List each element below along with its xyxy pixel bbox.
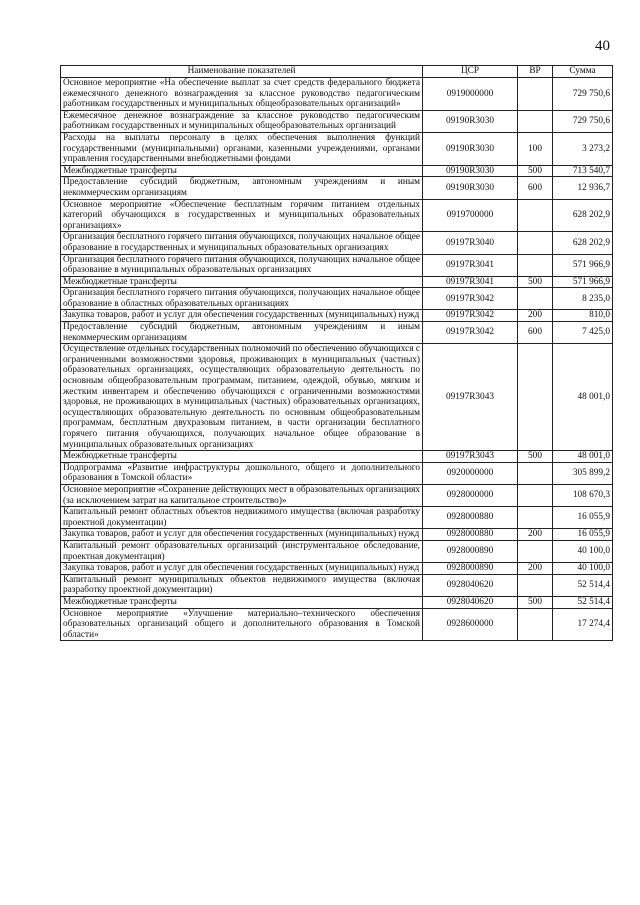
table-row [61, 177, 613, 199]
row-csr-cell: 0919700000 [423, 199, 518, 232]
row-csr-cell: 0928000890 [423, 563, 518, 575]
row-name-cell: Основное мероприятие «Обеспечение бесплатным горячим питанием отдельных категорий обучающихся в государственных и муниципальных образовательных организациях» [61, 199, 423, 232]
row-csr-cell: 0919000000 [423, 78, 518, 111]
row-vr-cell [518, 78, 553, 111]
row-vr-cell [518, 232, 553, 254]
row-vr-cell [518, 608, 553, 641]
table-row [61, 165, 613, 177]
row-vr-cell: 500 [518, 165, 553, 177]
row-sum-cell: 571 966,9 [553, 254, 613, 276]
row-vr-cell: 500 [518, 596, 553, 608]
row-csr-cell: 09190R3030 [423, 165, 518, 177]
row-sum-cell: 108 670,3 [553, 484, 613, 506]
row-vr-cell [518, 254, 553, 276]
header-csr: ЦСР [423, 66, 518, 78]
row-vr-cell: 500 [518, 276, 553, 288]
table-row [61, 322, 613, 344]
row-name-cell: Организация бесплатного горячего питания обучающихся, получающих начальное общее образование в муниципальных образовательных организациях [61, 254, 423, 276]
row-name-cell: Организация бесплатного горячего питания обучающихся, получающих начальное общее образование в государственных и муниципальных образовательных организациях [61, 232, 423, 254]
row-csr-cell: 0928000880 [423, 529, 518, 541]
row-csr-cell: 0928040620 [423, 574, 518, 596]
row-sum-cell: 305 899,2 [553, 462, 613, 484]
row-vr-cell: 100 [518, 132, 553, 165]
row-name-cell: Предоставление субсидий бюджетным, автономным учреждениям и иным некоммерческим организациям [61, 322, 423, 344]
row-csr-cell: 09190R3030 [423, 110, 518, 132]
page-number: 40 [595, 38, 610, 54]
row-sum-cell: 7 425,0 [553, 322, 613, 344]
row-vr-cell: 200 [518, 563, 553, 575]
row-csr-cell: 09197R3043 [423, 451, 518, 463]
row-name-cell: Межбюджетные трансферты [61, 596, 423, 608]
table-row [61, 507, 613, 529]
row-name-cell: Основное мероприятие «Улучшение материально–технического обеспечения образовательных организаций общего и дополнительного образования в Томской области» [61, 608, 423, 641]
row-sum-cell: 40 100,0 [553, 563, 613, 575]
row-sum-cell: 729 750,6 [553, 110, 613, 132]
table-row [61, 132, 613, 165]
row-vr-cell [518, 288, 553, 310]
row-name-cell: Подпрограмма «Развитие инфраструктуры дошкольного, общего и дополнительного образования в Томской области» [61, 462, 423, 484]
row-vr-cell [518, 540, 553, 562]
row-name-cell: Ежемесячное денежное вознаграждение за классное руководство педагогическим работникам государственных и муниципальных общеобразовательных организаций [61, 110, 423, 132]
table-row [61, 574, 613, 596]
row-sum-cell: 17 274,4 [553, 608, 613, 641]
row-sum-cell: 3 273,2 [553, 132, 613, 165]
row-name-cell: Предоставление субсидий бюджетным, автономным учреждениям и иным некоммерческим организациям [61, 177, 423, 199]
row-csr-cell: 0928040620 [423, 596, 518, 608]
table-row [61, 344, 613, 451]
row-csr-cell: 0928600000 [423, 608, 518, 641]
row-vr-cell [518, 199, 553, 232]
table-row [61, 199, 613, 232]
table-row [61, 310, 613, 322]
table-row [61, 78, 613, 111]
row-csr-cell: 0928000890 [423, 540, 518, 562]
row-csr-cell: 09190R3030 [423, 132, 518, 165]
table-row [61, 608, 613, 641]
header-sum: Сумма [553, 66, 613, 78]
row-vr-cell [518, 574, 553, 596]
row-vr-cell: 600 [518, 322, 553, 344]
table-row [61, 563, 613, 575]
row-name-cell: Расходы на выплаты персоналу в целях обеспечения выполнения функций государственными (муниципальными) органами, казенными учреждениями, органами управления государственными внебюджетными фондами [61, 132, 423, 165]
row-name-cell: Организация бесплатного горячего питания обучающихся, получающих начальное общее образование в областных образовательных организациях [61, 288, 423, 310]
header-name: Наименование показателей [61, 66, 423, 78]
table-row [61, 596, 613, 608]
table-row [61, 540, 613, 562]
row-vr-cell [518, 344, 553, 451]
row-sum-cell: 12 936,7 [553, 177, 613, 199]
row-sum-cell: 16 055,9 [553, 507, 613, 529]
row-csr-cell: 0920000000 [423, 462, 518, 484]
row-vr-cell: 600 [518, 177, 553, 199]
row-sum-cell: 713 540,7 [553, 165, 613, 177]
table-row [61, 276, 613, 288]
row-csr-cell: 0928000000 [423, 484, 518, 506]
row-name-cell: Капитальный ремонт образовательных организаций (инструментальное обследование, проектная документация) [61, 540, 423, 562]
row-sum-cell: 48 001,0 [553, 344, 613, 451]
row-vr-cell [518, 110, 553, 132]
row-name-cell: Осуществление отдельных государственных полномочий по обеспечению обучающихся с ограниченными возможностями здоровья, проживающих в муниципальных (частных) образовательных организациях, осуществляющих образовательную деятельность по основным общеобразовательным программам, питанием, одеждой, обувью, мягким и жестким инвентарем и обеспечению обучающихся с ограниченными возможностями здоровья, не проживающих в муниципальных (частных) образовательных организациях, осуществляющих образовательную деятельность по основным общеобразовательным программам, бесплатным двухразовым питанием, в части организации бесплатного горячего питания обучающихся, получающих начальное общее образование в муниципальных образовательных организациях [61, 344, 423, 451]
row-vr-cell: 500 [518, 451, 553, 463]
row-sum-cell: 810,0 [553, 310, 613, 322]
row-sum-cell: 8 235,0 [553, 288, 613, 310]
row-csr-cell: 0928000880 [423, 507, 518, 529]
table-row [61, 110, 613, 132]
row-name-cell: Межбюджетные трансферты [61, 165, 423, 177]
row-name-cell: Межбюджетные трансферты [61, 276, 423, 288]
row-csr-cell: 09197R3042 [423, 310, 518, 322]
row-vr-cell: 200 [518, 529, 553, 541]
row-name-cell: Закупка товаров, работ и услуг для обеспечения государственных (муниципальных) нужд [61, 310, 423, 322]
table-row [61, 254, 613, 276]
table-row [61, 484, 613, 506]
row-sum-cell: 48 001,0 [553, 451, 613, 463]
table-row [61, 232, 613, 254]
row-sum-cell: 52 514,4 [553, 574, 613, 596]
row-csr-cell: 09197R3041 [423, 276, 518, 288]
row-vr-cell [518, 484, 553, 506]
row-csr-cell: 09197R3041 [423, 254, 518, 276]
row-csr-cell: 09197R3043 [423, 344, 518, 451]
row-name-cell: Капитальный ремонт областных объектов недвижимого имущества (включая разработку проектной документации) [61, 507, 423, 529]
row-csr-cell: 09197R3042 [423, 322, 518, 344]
row-sum-cell: 52 514,4 [553, 596, 613, 608]
budget-table [60, 65, 613, 641]
table-row [61, 451, 613, 463]
row-vr-cell: 200 [518, 310, 553, 322]
row-vr-cell [518, 462, 553, 484]
row-vr-cell [518, 507, 553, 529]
row-name-cell: Закупка товаров, работ и услуг для обеспечения государственных (муниципальных) нужд [61, 563, 423, 575]
table-row [61, 462, 613, 484]
table-row [61, 529, 613, 541]
row-name-cell: Закупка товаров, работ и услуг для обеспечения государственных (муниципальных) нужд [61, 529, 423, 541]
row-sum-cell: 628 202,9 [553, 199, 613, 232]
table-header-row [61, 66, 613, 78]
table-row [61, 288, 613, 310]
row-sum-cell: 729 750,6 [553, 78, 613, 111]
row-sum-cell: 628 202,9 [553, 232, 613, 254]
row-name-cell: Основное мероприятие «Сохранение действующих мест в образовательных организациях (за исключением затрат на капитальное строительство)» [61, 484, 423, 506]
row-sum-cell: 16 055,9 [553, 529, 613, 541]
row-sum-cell: 571 966,9 [553, 276, 613, 288]
row-csr-cell: 09190R3030 [423, 177, 518, 199]
row-sum-cell: 40 100,0 [553, 540, 613, 562]
row-csr-cell: 09197R3040 [423, 232, 518, 254]
row-name-cell: Основное мероприятие «На обеспечение выплат за счет средств федерального бюджета ежемесячного денежного вознаграждения за классное руководство педагогическим работникам государственных и муниципальных общеобразовательных организаций» [61, 78, 423, 111]
row-name-cell: Межбюджетные трансферты [61, 451, 423, 463]
row-csr-cell: 09197R3042 [423, 288, 518, 310]
header-vr: ВР [518, 66, 553, 78]
table-body [61, 78, 613, 641]
row-name-cell: Капитальный ремонт муниципальных объектов недвижимого имущества (включая разработку проектной документации) [61, 574, 423, 596]
